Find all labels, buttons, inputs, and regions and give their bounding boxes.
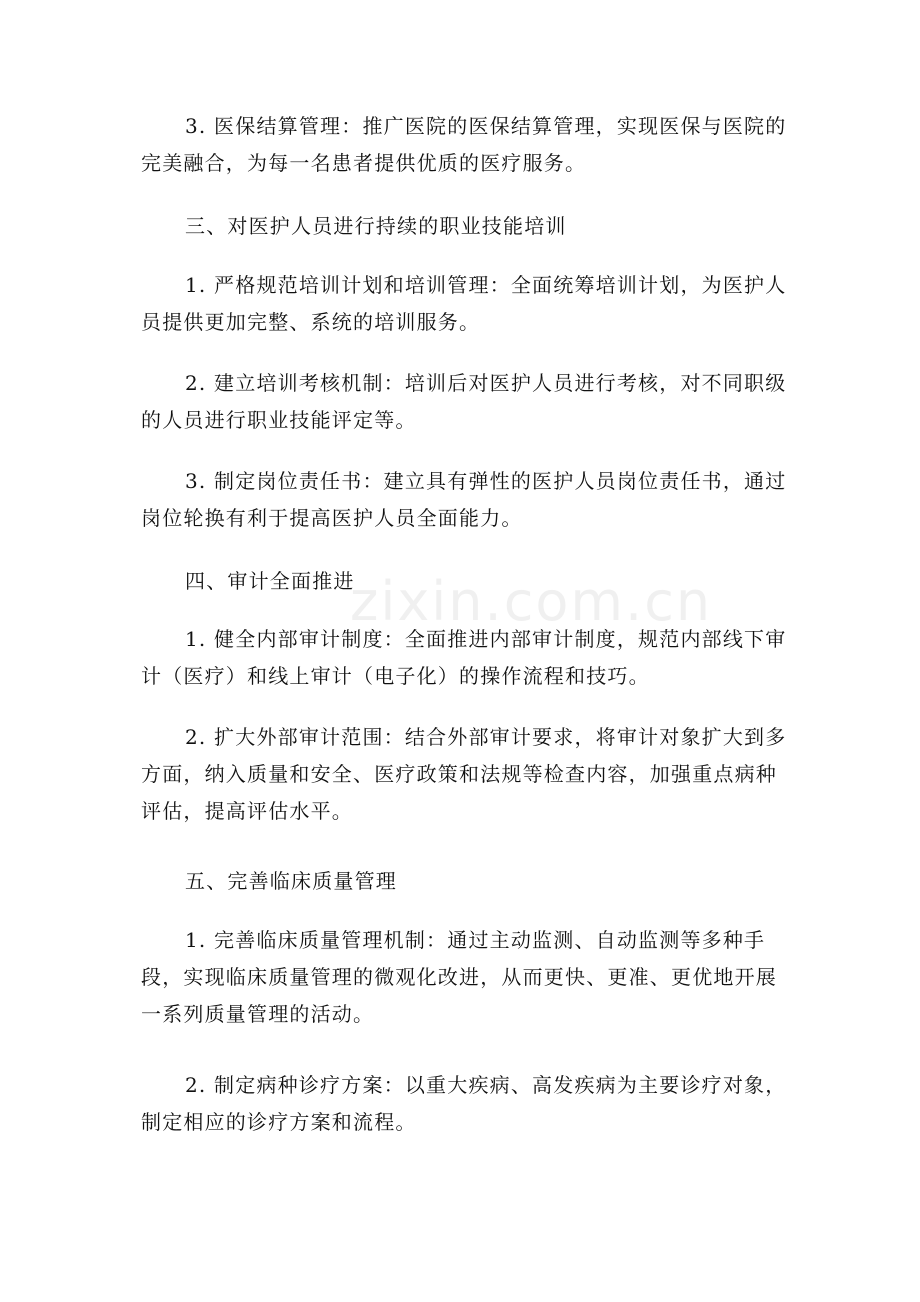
paragraph-job-responsibility: 3. 制定岗位责任书：建立具有弹性的医护人员岗位责任书，通过岗位轮换有利于提高医护人员全面能力。 bbox=[141, 469, 787, 530]
paragraph-clinical-quality-mechanism: 1. 完善临床质量管理机制：通过主动监测、自动监测等多种手段，实现临床质量管理的微观化改进，从而更快、更准、更优地开展一系列质量管理的活动。 bbox=[141, 928, 777, 1026]
watermark: zixin.com.cn bbox=[350, 570, 713, 633]
paragraph-external-audit: 2. 扩大外部审计范围：结合外部审计要求，将审计对象扩大到多方面，纳入质量和安全、医疗政策和法规等检查内容，加强重点病种评估，提高评估水平。 bbox=[141, 725, 787, 823]
section-heading-clinical-quality: 五、完善临床质量管理 bbox=[185, 869, 397, 893]
section-heading-staff-training: 三、对医护人员进行持续的职业技能培训 bbox=[185, 214, 567, 238]
paragraph-internal-audit: 1. 健全内部审计制度：全面推进内部审计制度，规范内部线下审计（医疗）和线上审计（电子化）的操作流程和技巧。 bbox=[141, 627, 787, 688]
section-heading-audit: 四、审计全面推进 bbox=[185, 569, 355, 593]
paragraph-training-assessment: 2. 建立培训考核机制：培训后对医护人员进行考核，对不同职级的人员进行职业技能评定等。 bbox=[141, 371, 787, 432]
paragraph-treatment-plan: 2. 制定病种诊疗方案：以重大疾病、高发疾病为主要诊疗对象，制定相应的诊疗方案和流程。 bbox=[141, 1073, 787, 1134]
paragraph-medical-insurance-settlement: 3. 医保结算管理：推广医院的医保结算管理，实现医保与医院的完美融合，为每一名患者提供优质的医疗服务。 bbox=[141, 114, 787, 175]
paragraph-training-plan: 1. 严格规范培训计划和培训管理：全面统筹培训计划，为医护人员提供更加完整、系统的培训服务。 bbox=[141, 273, 787, 334]
